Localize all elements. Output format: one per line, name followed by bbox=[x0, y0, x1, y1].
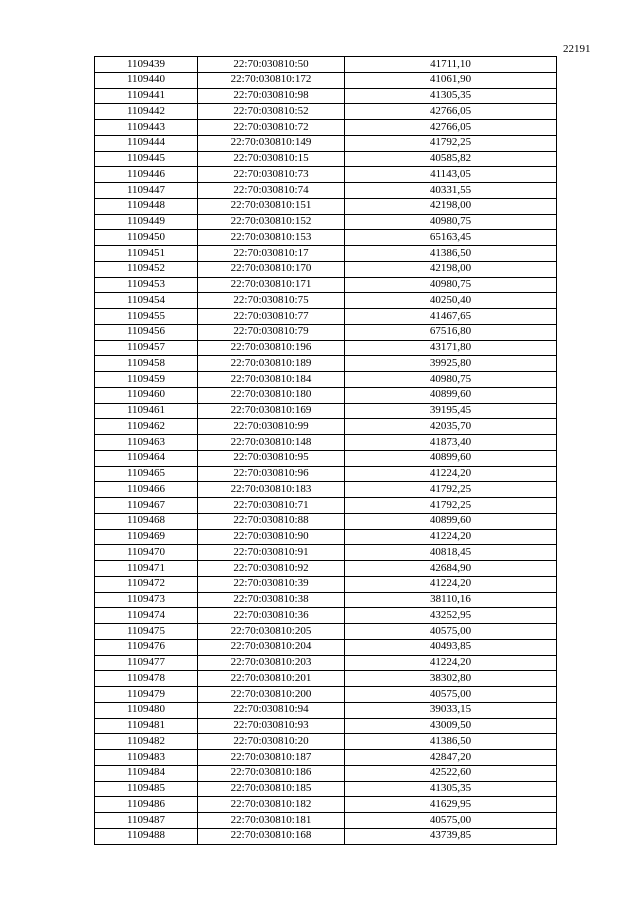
cadastral-number-cell: 22:70:030810:189 bbox=[198, 356, 345, 372]
value-cell: 40575,00 bbox=[345, 813, 557, 829]
value-cell: 42684,90 bbox=[345, 561, 557, 577]
record-number-cell: 1109480 bbox=[95, 702, 198, 718]
table-row bbox=[95, 482, 557, 498]
table-row bbox=[95, 356, 557, 372]
value-cell: 41224,20 bbox=[345, 466, 557, 482]
table-row bbox=[95, 639, 557, 655]
value-cell: 43009,50 bbox=[345, 718, 557, 734]
cadastral-number-cell: 22:70:030810:184 bbox=[198, 372, 345, 388]
cadastral-number-cell: 22:70:030810:20 bbox=[198, 734, 345, 750]
table-row bbox=[95, 214, 557, 230]
registry-table bbox=[94, 56, 557, 845]
cadastral-number-cell: 22:70:030810:74 bbox=[198, 183, 345, 199]
table-row bbox=[95, 529, 557, 545]
cadastral-number-cell: 22:70:030810:95 bbox=[198, 450, 345, 466]
cadastral-number-cell: 22:70:030810:152 bbox=[198, 214, 345, 230]
record-number-cell: 1109475 bbox=[95, 624, 198, 640]
cadastral-number-cell: 22:70:030810:96 bbox=[198, 466, 345, 482]
table-row bbox=[95, 324, 557, 340]
table-row bbox=[95, 435, 557, 451]
record-number-cell: 1109479 bbox=[95, 687, 198, 703]
record-number-cell: 1109445 bbox=[95, 151, 198, 167]
table-row bbox=[95, 309, 557, 325]
table-row bbox=[95, 88, 557, 104]
table-row bbox=[95, 57, 557, 73]
value-cell: 43739,85 bbox=[345, 828, 557, 844]
record-number-cell: 1109450 bbox=[95, 230, 198, 246]
cadastral-number-cell: 22:70:030810:181 bbox=[198, 813, 345, 829]
record-number-cell: 1109443 bbox=[95, 120, 198, 136]
cadastral-number-cell: 22:70:030810:168 bbox=[198, 828, 345, 844]
value-cell: 40331,55 bbox=[345, 183, 557, 199]
cadastral-number-cell: 22:70:030810:186 bbox=[198, 765, 345, 781]
cadastral-number-cell: 22:70:030810:153 bbox=[198, 230, 345, 246]
value-cell: 41792,25 bbox=[345, 482, 557, 498]
cadastral-number-cell: 22:70:030810:170 bbox=[198, 261, 345, 277]
table-row bbox=[95, 828, 557, 844]
cadastral-number-cell: 22:70:030810:149 bbox=[198, 135, 345, 151]
table-row bbox=[95, 513, 557, 529]
cadastral-number-cell: 22:70:030810:73 bbox=[198, 167, 345, 183]
value-cell: 39033,15 bbox=[345, 702, 557, 718]
record-number-cell: 1109442 bbox=[95, 104, 198, 120]
table-row bbox=[95, 277, 557, 293]
table-row bbox=[95, 261, 557, 277]
table-row bbox=[95, 135, 557, 151]
value-cell: 41873,40 bbox=[345, 435, 557, 451]
table-row bbox=[95, 198, 557, 214]
value-cell: 40980,75 bbox=[345, 214, 557, 230]
record-number-cell: 1109470 bbox=[95, 545, 198, 561]
value-cell: 41305,35 bbox=[345, 88, 557, 104]
record-number-cell: 1109481 bbox=[95, 718, 198, 734]
table-row bbox=[95, 687, 557, 703]
value-cell: 41224,20 bbox=[345, 576, 557, 592]
value-cell: 40493,85 bbox=[345, 639, 557, 655]
table-row bbox=[95, 813, 557, 829]
table-row bbox=[95, 372, 557, 388]
cadastral-number-cell: 22:70:030810:204 bbox=[198, 639, 345, 655]
record-number-cell: 1109447 bbox=[95, 183, 198, 199]
table-row bbox=[95, 592, 557, 608]
record-number-cell: 1109467 bbox=[95, 498, 198, 514]
table-row bbox=[95, 419, 557, 435]
record-number-cell: 1109484 bbox=[95, 765, 198, 781]
cadastral-number-cell: 22:70:030810:200 bbox=[198, 687, 345, 703]
value-cell: 41061,90 bbox=[345, 72, 557, 88]
record-number-cell: 1109456 bbox=[95, 324, 198, 340]
table-body bbox=[95, 57, 557, 845]
cadastral-number-cell: 22:70:030810:38 bbox=[198, 592, 345, 608]
value-cell: 40899,60 bbox=[345, 513, 557, 529]
table-row bbox=[95, 183, 557, 199]
record-number-cell: 1109463 bbox=[95, 435, 198, 451]
cadastral-number-cell: 22:70:030810:203 bbox=[198, 655, 345, 671]
table-row bbox=[95, 702, 557, 718]
value-cell: 41143,05 bbox=[345, 167, 557, 183]
cadastral-number-cell: 22:70:030810:90 bbox=[198, 529, 345, 545]
record-number-cell: 1109482 bbox=[95, 734, 198, 750]
cadastral-number-cell: 22:70:030810:182 bbox=[198, 797, 345, 813]
table-row bbox=[95, 293, 557, 309]
cadastral-number-cell: 22:70:030810:183 bbox=[198, 482, 345, 498]
cadastral-number-cell: 22:70:030810:185 bbox=[198, 781, 345, 797]
cadastral-number-cell: 22:70:030810:50 bbox=[198, 57, 345, 73]
record-number-cell: 1109452 bbox=[95, 261, 198, 277]
value-cell: 43252,95 bbox=[345, 608, 557, 624]
table-row bbox=[95, 750, 557, 766]
cadastral-number-cell: 22:70:030810:79 bbox=[198, 324, 345, 340]
cadastral-number-cell: 22:70:030810:91 bbox=[198, 545, 345, 561]
cadastral-number-cell: 22:70:030810:151 bbox=[198, 198, 345, 214]
value-cell: 39195,45 bbox=[345, 403, 557, 419]
record-number-cell: 1109471 bbox=[95, 561, 198, 577]
cadastral-number-cell: 22:70:030810:39 bbox=[198, 576, 345, 592]
value-cell: 41386,50 bbox=[345, 734, 557, 750]
record-number-cell: 1109488 bbox=[95, 828, 198, 844]
table-row bbox=[95, 403, 557, 419]
value-cell: 40899,60 bbox=[345, 450, 557, 466]
table-row bbox=[95, 246, 557, 262]
table-row bbox=[95, 576, 557, 592]
value-cell: 40250,40 bbox=[345, 293, 557, 309]
cadastral-number-cell: 22:70:030810:94 bbox=[198, 702, 345, 718]
record-number-cell: 1109454 bbox=[95, 293, 198, 309]
record-number-cell: 1109446 bbox=[95, 167, 198, 183]
record-number-cell: 1109485 bbox=[95, 781, 198, 797]
cadastral-number-cell: 22:70:030810:17 bbox=[198, 246, 345, 262]
cadastral-number-cell: 22:70:030810:98 bbox=[198, 88, 345, 104]
table-row bbox=[95, 167, 557, 183]
table-row bbox=[95, 608, 557, 624]
cadastral-number-cell: 22:70:030810:201 bbox=[198, 671, 345, 687]
table-row bbox=[95, 120, 557, 136]
record-number-cell: 1109469 bbox=[95, 529, 198, 545]
cadastral-number-cell: 22:70:030810:75 bbox=[198, 293, 345, 309]
value-cell: 42035,70 bbox=[345, 419, 557, 435]
table-row bbox=[95, 387, 557, 403]
record-number-cell: 1109472 bbox=[95, 576, 198, 592]
value-cell: 41467,65 bbox=[345, 309, 557, 325]
value-cell: 43171,80 bbox=[345, 340, 557, 356]
value-cell: 41386,50 bbox=[345, 246, 557, 262]
table-row bbox=[95, 734, 557, 750]
value-cell: 39925,80 bbox=[345, 356, 557, 372]
value-cell: 40980,75 bbox=[345, 372, 557, 388]
cadastral-number-cell: 22:70:030810:205 bbox=[198, 624, 345, 640]
cadastral-number-cell: 22:70:030810:71 bbox=[198, 498, 345, 514]
table-row bbox=[95, 72, 557, 88]
cadastral-number-cell: 22:70:030810:52 bbox=[198, 104, 345, 120]
value-cell: 41224,20 bbox=[345, 529, 557, 545]
record-number-cell: 1109473 bbox=[95, 592, 198, 608]
table-row bbox=[95, 498, 557, 514]
cadastral-number-cell: 22:70:030810:93 bbox=[198, 718, 345, 734]
record-number-cell: 1109462 bbox=[95, 419, 198, 435]
table-row bbox=[95, 671, 557, 687]
record-number-cell: 1109459 bbox=[95, 372, 198, 388]
record-number-cell: 1109458 bbox=[95, 356, 198, 372]
record-number-cell: 1109453 bbox=[95, 277, 198, 293]
table-row bbox=[95, 466, 557, 482]
cadastral-number-cell: 22:70:030810:92 bbox=[198, 561, 345, 577]
cadastral-number-cell: 22:70:030810:196 bbox=[198, 340, 345, 356]
value-cell: 40585,82 bbox=[345, 151, 557, 167]
record-number-cell: 1109486 bbox=[95, 797, 198, 813]
table-row bbox=[95, 104, 557, 120]
value-cell: 41629,95 bbox=[345, 797, 557, 813]
record-number-cell: 1109449 bbox=[95, 214, 198, 230]
record-number-cell: 1109451 bbox=[95, 246, 198, 262]
record-number-cell: 1109455 bbox=[95, 309, 198, 325]
page-number: 22191 bbox=[563, 43, 591, 55]
record-number-cell: 1109476 bbox=[95, 639, 198, 655]
cadastral-number-cell: 22:70:030810:72 bbox=[198, 120, 345, 136]
table-row bbox=[95, 340, 557, 356]
value-cell: 42198,00 bbox=[345, 261, 557, 277]
record-number-cell: 1109461 bbox=[95, 403, 198, 419]
value-cell: 40575,00 bbox=[345, 687, 557, 703]
value-cell: 41224,20 bbox=[345, 655, 557, 671]
value-cell: 42198,00 bbox=[345, 198, 557, 214]
record-number-cell: 1109440 bbox=[95, 72, 198, 88]
table-row bbox=[95, 797, 557, 813]
record-number-cell: 1109466 bbox=[95, 482, 198, 498]
record-number-cell: 1109477 bbox=[95, 655, 198, 671]
cadastral-number-cell: 22:70:030810:187 bbox=[198, 750, 345, 766]
value-cell: 41305,35 bbox=[345, 781, 557, 797]
cadastral-number-cell: 22:70:030810:88 bbox=[198, 513, 345, 529]
value-cell: 40575,00 bbox=[345, 624, 557, 640]
table-row bbox=[95, 450, 557, 466]
record-number-cell: 1109439 bbox=[95, 57, 198, 73]
table-row bbox=[95, 561, 557, 577]
record-number-cell: 1109478 bbox=[95, 671, 198, 687]
record-number-cell: 1109474 bbox=[95, 608, 198, 624]
table-row bbox=[95, 151, 557, 167]
cadastral-number-cell: 22:70:030810:169 bbox=[198, 403, 345, 419]
record-number-cell: 1109483 bbox=[95, 750, 198, 766]
table-row bbox=[95, 765, 557, 781]
table-row bbox=[95, 655, 557, 671]
value-cell: 41792,25 bbox=[345, 135, 557, 151]
table-row bbox=[95, 230, 557, 246]
value-cell: 40980,75 bbox=[345, 277, 557, 293]
record-number-cell: 1109468 bbox=[95, 513, 198, 529]
record-number-cell: 1109444 bbox=[95, 135, 198, 151]
value-cell: 38302,80 bbox=[345, 671, 557, 687]
cadastral-number-cell: 22:70:030810:171 bbox=[198, 277, 345, 293]
cadastral-number-cell: 22:70:030810:148 bbox=[198, 435, 345, 451]
table-row bbox=[95, 545, 557, 561]
table-row bbox=[95, 624, 557, 640]
record-number-cell: 1109441 bbox=[95, 88, 198, 104]
record-number-cell: 1109464 bbox=[95, 450, 198, 466]
value-cell: 40899,60 bbox=[345, 387, 557, 403]
value-cell: 42522,60 bbox=[345, 765, 557, 781]
cadastral-number-cell: 22:70:030810:180 bbox=[198, 387, 345, 403]
cadastral-number-cell: 22:70:030810:77 bbox=[198, 309, 345, 325]
cadastral-number-cell: 22:70:030810:15 bbox=[198, 151, 345, 167]
record-number-cell: 1109448 bbox=[95, 198, 198, 214]
value-cell: 67516,80 bbox=[345, 324, 557, 340]
cadastral-number-cell: 22:70:030810:36 bbox=[198, 608, 345, 624]
table-row bbox=[95, 781, 557, 797]
value-cell: 41792,25 bbox=[345, 498, 557, 514]
cadastral-number-cell: 22:70:030810:99 bbox=[198, 419, 345, 435]
record-number-cell: 1109460 bbox=[95, 387, 198, 403]
record-number-cell: 1109465 bbox=[95, 466, 198, 482]
value-cell: 65163,45 bbox=[345, 230, 557, 246]
value-cell: 42766,05 bbox=[345, 104, 557, 120]
cadastral-number-cell: 22:70:030810:172 bbox=[198, 72, 345, 88]
value-cell: 40818,45 bbox=[345, 545, 557, 561]
record-number-cell: 1109487 bbox=[95, 813, 198, 829]
record-number-cell: 1109457 bbox=[95, 340, 198, 356]
value-cell: 42766,05 bbox=[345, 120, 557, 136]
value-cell: 38110,16 bbox=[345, 592, 557, 608]
value-cell: 42847,20 bbox=[345, 750, 557, 766]
value-cell: 41711,10 bbox=[345, 57, 557, 73]
table-row bbox=[95, 718, 557, 734]
